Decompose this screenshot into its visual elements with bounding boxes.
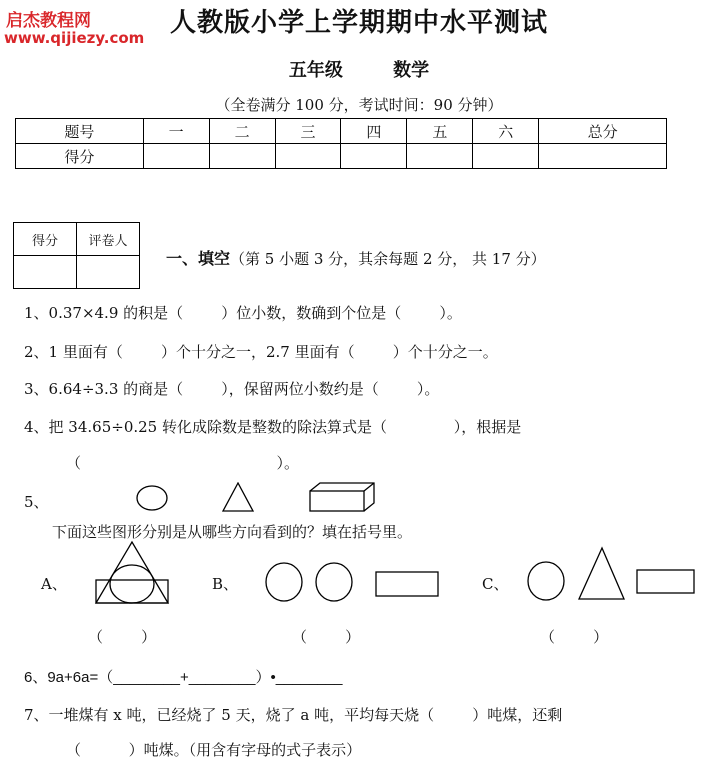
score-row-label: 得分	[16, 144, 144, 169]
score-cell[interactable]	[407, 144, 473, 169]
section-1-title: 一、填空	[166, 249, 231, 268]
score-cell[interactable]	[473, 144, 539, 169]
q5-answer-blank-a[interactable]: （ ）	[88, 628, 157, 646]
q5-option-a-figure	[92, 540, 174, 606]
score-header-cell: 二	[209, 119, 275, 144]
score-table-score-row	[16, 144, 667, 169]
score-header-cell: 六	[473, 119, 539, 144]
score-header-cell: 五	[407, 119, 473, 144]
question-4-line-1: 4、把 34.65÷0.25 转化成除数是整数的除法算式是（ ），根据是	[24, 418, 522, 436]
score-cell[interactable]	[539, 144, 667, 169]
question-5-text: 下面这些图形分别是从哪些方向看到的？填在括号里。	[52, 523, 413, 541]
watermark-site-name: 启杰教程网	[6, 11, 91, 31]
question-3: 3、6.64÷3.3 的商是（ ），保留两位小数约是（ ）。	[24, 380, 440, 398]
q5-answer-blank-c[interactable]: （ ）	[540, 628, 609, 646]
grade-label: 五年级	[288, 60, 343, 81]
score-header-cell: 三	[275, 119, 341, 144]
score-header-cell: 题号	[16, 119, 144, 144]
cone-shape	[223, 483, 253, 511]
q5-option-b-figure	[264, 561, 442, 605]
watermark-url: www.qijiezy.com	[4, 29, 145, 47]
score-cell[interactable]	[143, 144, 209, 169]
score-cell[interactable]	[275, 144, 341, 169]
grader-score-cell[interactable]	[14, 256, 77, 289]
question-2: 2、1 里面有（ ）个十分之一，2.7 里面有（ ）个十分之一。	[24, 343, 498, 361]
grader-name-cell[interactable]	[77, 256, 140, 289]
q5-option-a-label: A、	[41, 575, 67, 593]
score-table	[15, 118, 667, 169]
subtitle	[0, 56, 718, 82]
page-title: 人教版小学上学期期中水平测试	[169, 8, 548, 38]
q5-option-c-figure	[526, 546, 698, 604]
q5-option-c-label: C、	[482, 575, 509, 593]
question-1: 1、0.37×4.9 的积是（ ）位小数，数确到个位是（ ）。	[24, 304, 462, 322]
subject-label: 数学	[393, 60, 430, 81]
question-4-line-2: （ ）。	[66, 454, 299, 472]
grader-name-header: 评卷人	[77, 223, 140, 256]
score-cell[interactable]	[341, 144, 407, 169]
q5-solids-figure	[134, 482, 384, 514]
q5-answer-blank-b[interactable]: （ ）	[292, 628, 361, 646]
section-1-heading	[166, 246, 546, 269]
grader-table	[13, 222, 140, 289]
grader-score-header: 得分	[14, 223, 77, 256]
sphere-shape	[137, 486, 167, 510]
question-5-label: 5、	[24, 493, 49, 511]
score-header-cell: 总分	[539, 119, 667, 144]
cuboid-shape	[310, 483, 374, 511]
q5-option-b-label: B、	[212, 575, 239, 593]
question-7-line-1: 7、一堆煤有 x 吨，已经烧了 5 天，烧了 a 吨，平均每天烧（ ）吨煤，还剩	[24, 706, 563, 724]
score-header-cell: 四	[341, 119, 407, 144]
score-table-header-row	[16, 119, 667, 144]
exam-info: （全卷满分 100 分，考试时间：90 分钟）	[215, 96, 503, 114]
section-1-note: （第 5 小题 3 分，其余每题 2 分， 共 17 分）	[230, 250, 546, 268]
question-6: 6、9a+6a=（________+________）•________	[24, 669, 343, 686]
score-cell[interactable]	[209, 144, 275, 169]
score-header-cell: 一	[143, 119, 209, 144]
question-7-line-2: （ ）吨煤。（用含有字母的式子表示）	[66, 741, 362, 759]
